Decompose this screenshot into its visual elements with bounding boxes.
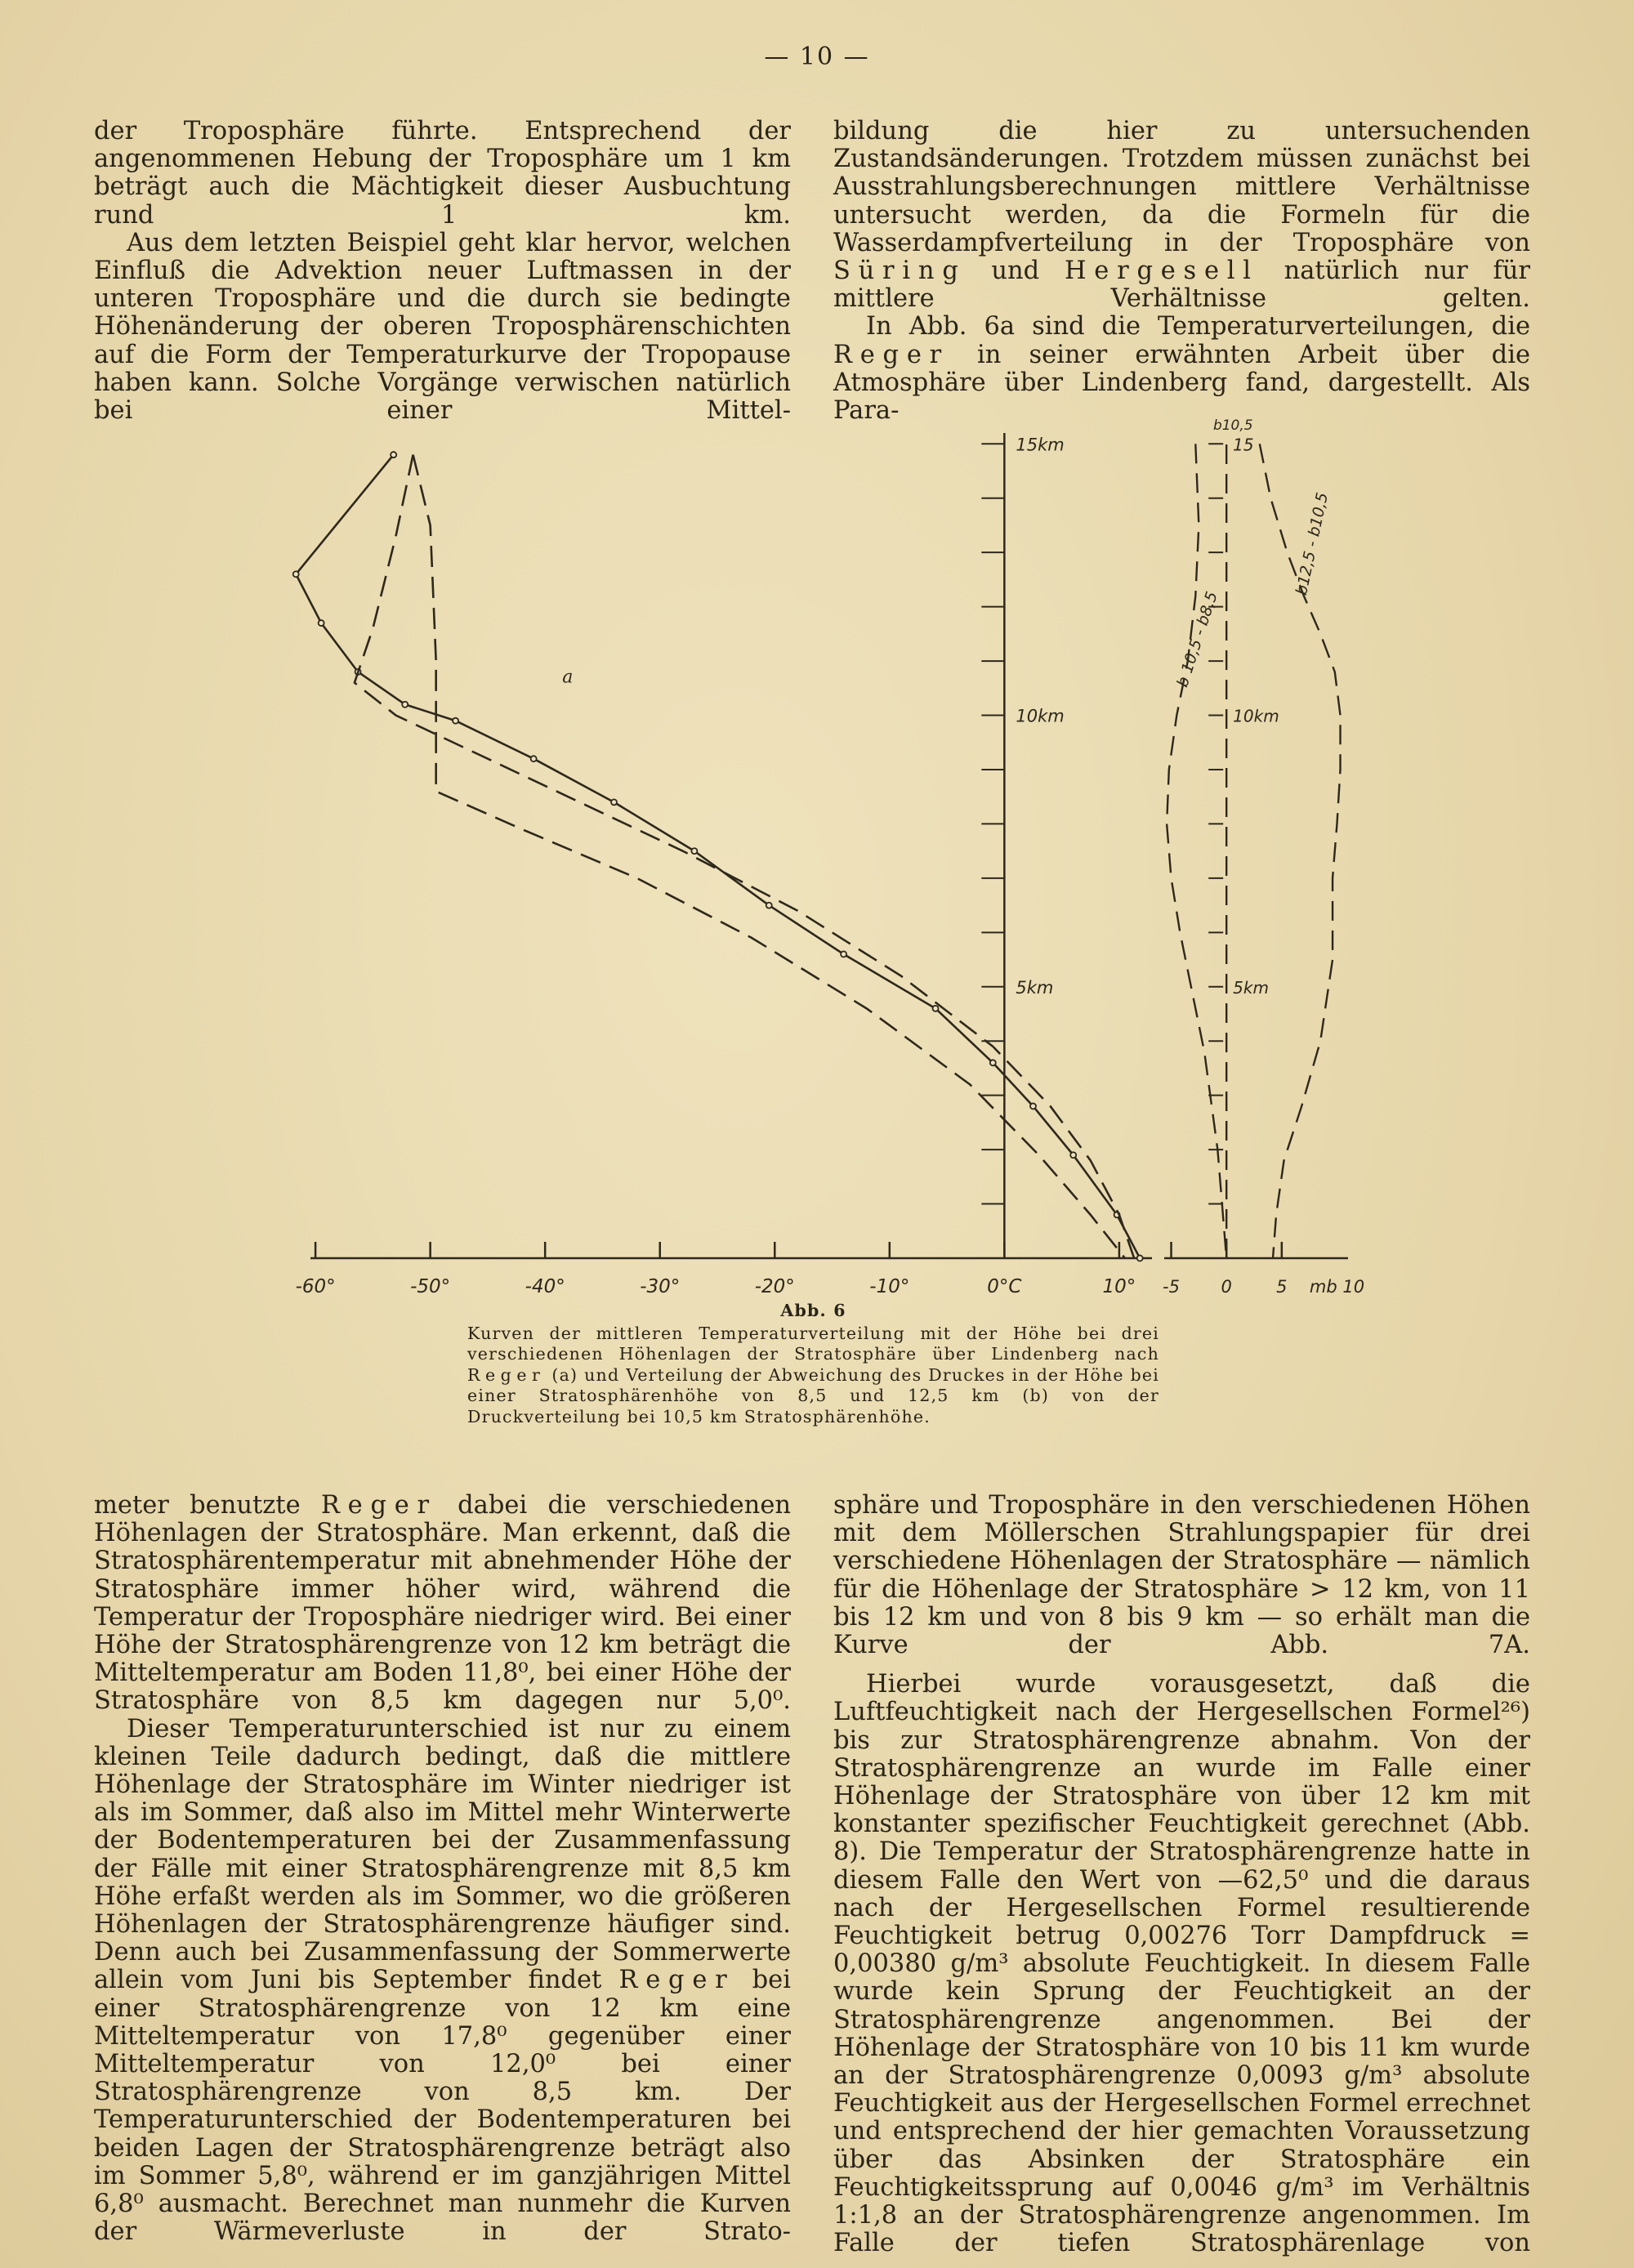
data-point: [391, 452, 396, 458]
y-tick-label: 10km: [1016, 706, 1065, 726]
figure-caption: [467, 1301, 1159, 1427]
series-line: [413, 455, 1125, 1258]
paragraph: Hierbei wurde vorausgesetzt, daß die Luftfeuchtigkeit nach der Hergesellschen Formel²⁶) bis zur Stratosphärengrenze abnahm. Von der Stratosphärengrenze an wurde im Falle einer Höhenlage der Stratosphäre von über 12 km mit konstanter spezifischer Feuchtigkeit gerechnet (Abb. 8). Die Temperatur der Stratosphärengrenze hatte in diesem Falle den Wert von —62,5⁰ und die daraus nach der Hergesellschen Formel resultierende Feuchtigkeit betrug 0,00276 Torr Dampfdruck = 0,00380 g/m³ absolute Feuchtigkeit. In diesem Falle wurde kein Sprung der Feuchtigkeit an der Stratosphärengrenze angenommen. Bei der Höhenlage der Stratosphäre von 10 bis 11 km wurde an der Stratosphärengrenze 0,0093 g/m³ absolute Feuchtigkeit aus der Hergesellschen Formel errechnet und entsprechend der hier gemachten Voraussetzung über das Absinken der Stratosphäre ein Feuchtigkeitssprung auf 0,0046 g/m³ im Verhältnis 1:1,8 an der Stratosphärengrenze angenommen. Im Falle der tiefen Stratosphärenlage von: [833, 1670, 1530, 2258]
x-tick-label: mb 10: [1309, 1277, 1365, 1297]
data-point: [691, 848, 697, 854]
chart-b-pressure: [1163, 417, 1364, 1297]
top-left-column: [94, 118, 791, 425]
y-tick-label: 15km: [1016, 435, 1065, 455]
x-tick-label: 5: [1276, 1277, 1288, 1297]
data-point: [990, 1060, 996, 1065]
chart-a-temperature: [293, 433, 1152, 1297]
series-line: [1167, 444, 1226, 1258]
x-tick-label: -30°: [640, 1276, 681, 1297]
data-point: [841, 951, 846, 957]
bottom-left-column: [94, 1492, 791, 2246]
data-point: [402, 702, 408, 708]
text-span: bildung die hier zu untersuchenden Zustandsänderungen. Trotzdem müssen zunächst bei Ausstrahlungsberechnungen mittlere Verhältnisse untersucht werden, da die Formeln für die Wasserdampfverteilung in der Troposphäre von: [833, 117, 1530, 257]
text-span: natürlich nur für mittlere Verhältnisse gelten.: [833, 257, 1531, 314]
figure-abb-6: [278, 409, 1373, 1307]
series-line: [296, 455, 1140, 1258]
text-span: Dieser Temperaturunterschied ist nur zu einem kleinen Teile dadurch bedingt, daß die mittlere Höhenlage der Stratosphäre im Winter niedriger ist als im Sommer, daß also im Mittel mehr Winterwerte der Bodentemperaturen bei der Zusammenfassung der Fälle mit einer Stratosphärengrenze mit 8,5 km Höhe erfaßt werden als im Sommer, wo die größeren Höhenlagen der Stratosphärengrenze häufiger sind. Denn auch bei Zusammenfassung der Sommerwerte allein vom Juni bis September findet: [94, 1714, 791, 1995]
data-point: [1070, 1152, 1076, 1158]
y-tick-label: 5km: [1016, 977, 1054, 998]
text-span: und: [991, 257, 1040, 286]
text-span: Kurven der mittleren Temperaturverteilung mit der Höhe bei drei verschiedenen Höhenlagen der Stratosphäre über Lindenberg nach: [467, 1323, 1159, 1364]
text-span: in seiner erwähnten Arbeit über die Atmosphäre über Lindenberg fand, dargestellt. Als Para-: [833, 340, 1530, 426]
series-line: [355, 455, 1134, 1258]
data-point: [293, 571, 299, 577]
author-name: Reger: [467, 1364, 546, 1385]
data-point: [453, 718, 458, 724]
y-tick-label: 10km: [1233, 706, 1279, 726]
text-span: meter benutzte: [94, 1491, 301, 1520]
paragraph: sphäre und Troposphäre in den verschiedenen Höhen mit dem Möllerschen Strahlungspapier für drei verschiedene Höhenlagen der Stratosphäre — nämlich für die Höhenlage der Stratosphäre > 12 km, von 11 bis 12 km und von 8 bis 9 km — so erhält man die Kurve der Abb. 7A.: [833, 1491, 1530, 1660]
x-tick-label: 10°: [1102, 1276, 1136, 1297]
text-span: dabei die verschiedenen Höhenlagen der Stratosphäre. Man erkennt, daß die Stratosphärentemperatur mit abnehmender Höhe der Stratosphäre immer höher wird, während die Temperatur der Troposphäre niedriger wird. Bei einer Höhe der Stratosphärengrenze von 12 km beträgt die Mitteltemperatur am Boden 11,8⁰, bei einer Höhe der Stratosphäre von 8,5 km dagegen nur 5,0⁰.: [94, 1491, 792, 1716]
x-tick-label: -60°: [295, 1276, 336, 1297]
data-point: [933, 1006, 939, 1011]
y-tick-label: 5km: [1233, 977, 1269, 998]
data-point: [319, 620, 324, 626]
paragraph: Aus dem letzten Beispiel geht klar hervor, welchen Einfluß die Advektion neuer Luftmassen in der unteren Troposphäre und die durch sie bedingte Höhenänderung der oberen Troposphärenschichten auf die Form der Temperaturkurve der Tropopause haben kann. Solche Vorgänge verwischen natürlich bei einer Mittel-: [94, 228, 791, 426]
page-number: — 10 —: [764, 42, 870, 71]
x-tick-label: -50°: [410, 1276, 451, 1297]
bottom-right-column: [833, 1492, 1530, 2257]
x-tick-label: -5: [1163, 1277, 1181, 1297]
text-span: (a) und Verteilung der Abweichung des Druckes in der Höhe bei einer Stratosphärenhöhe von 8,5 und 12,5 km (b) von der Druckverteilung bei 10,5 km Stratosphärenhöhe.: [467, 1364, 1159, 1426]
x-tick-label: 0: [1221, 1277, 1232, 1297]
x-tick-label: -10°: [869, 1276, 910, 1297]
top-right-column: [833, 118, 1530, 425]
data-point: [1137, 1256, 1143, 1261]
figure-title: Abb. 6: [780, 1301, 846, 1320]
annotation-label: b10,5: [1212, 417, 1253, 434]
author-name: Reger: [833, 340, 949, 369]
author-name: Süring: [833, 257, 967, 286]
paragraph: [94, 1716, 791, 2247]
text-span: In Abb. 6a sind die Temperaturverteilungen, die: [866, 312, 1530, 342]
curve-label: a: [562, 667, 574, 688]
x-tick-label: 0°C: [987, 1276, 1022, 1297]
data-point: [766, 903, 772, 909]
author-name: Reger: [320, 1491, 437, 1520]
y-tick-label: 15: [1233, 435, 1254, 455]
paragraph: [833, 118, 1530, 313]
paragraph: der Troposphäre führte. Entsprechend der angenommenen Hebung der Troposphäre um 1 km beträgt auch die Mächtigkeit dieser Ausbuchtung rund 1 km.: [94, 117, 791, 230]
caption-text: [467, 1324, 1159, 1428]
data-point: [531, 756, 537, 761]
x-tick-label: -20°: [754, 1276, 795, 1297]
author-name: Reger: [618, 1966, 735, 1995]
paragraph: [94, 1492, 791, 1716]
data-point: [1030, 1103, 1036, 1109]
text-span: bei einer Stratosphärengrenze von 12 km eine Mitteltemperatur von 17,8⁰ gegenüber einer Mitteltemperatur von 12,0⁰ bei einer Stratosphärengrenze von 8,5 km. Der Temperaturunterschied der Bodentemperaturen bei beiden Lagen der Stratosphärengrenze beträgt also im Sommer 5,8⁰, während er im ganzjährigen Mittel 6,8⁰ ausmacht. Berechnet man nunmehr die Kurven der Wärmeverluste in der Strato-: [94, 1966, 791, 2247]
data-point: [611, 799, 617, 805]
x-tick-label: -40°: [525, 1276, 565, 1297]
annotation-label: b 10,5 - b8,5: [1173, 589, 1221, 690]
author-name: Hergesell: [1064, 257, 1259, 286]
annotation-label: b12,5 - b10,5: [1292, 490, 1333, 597]
